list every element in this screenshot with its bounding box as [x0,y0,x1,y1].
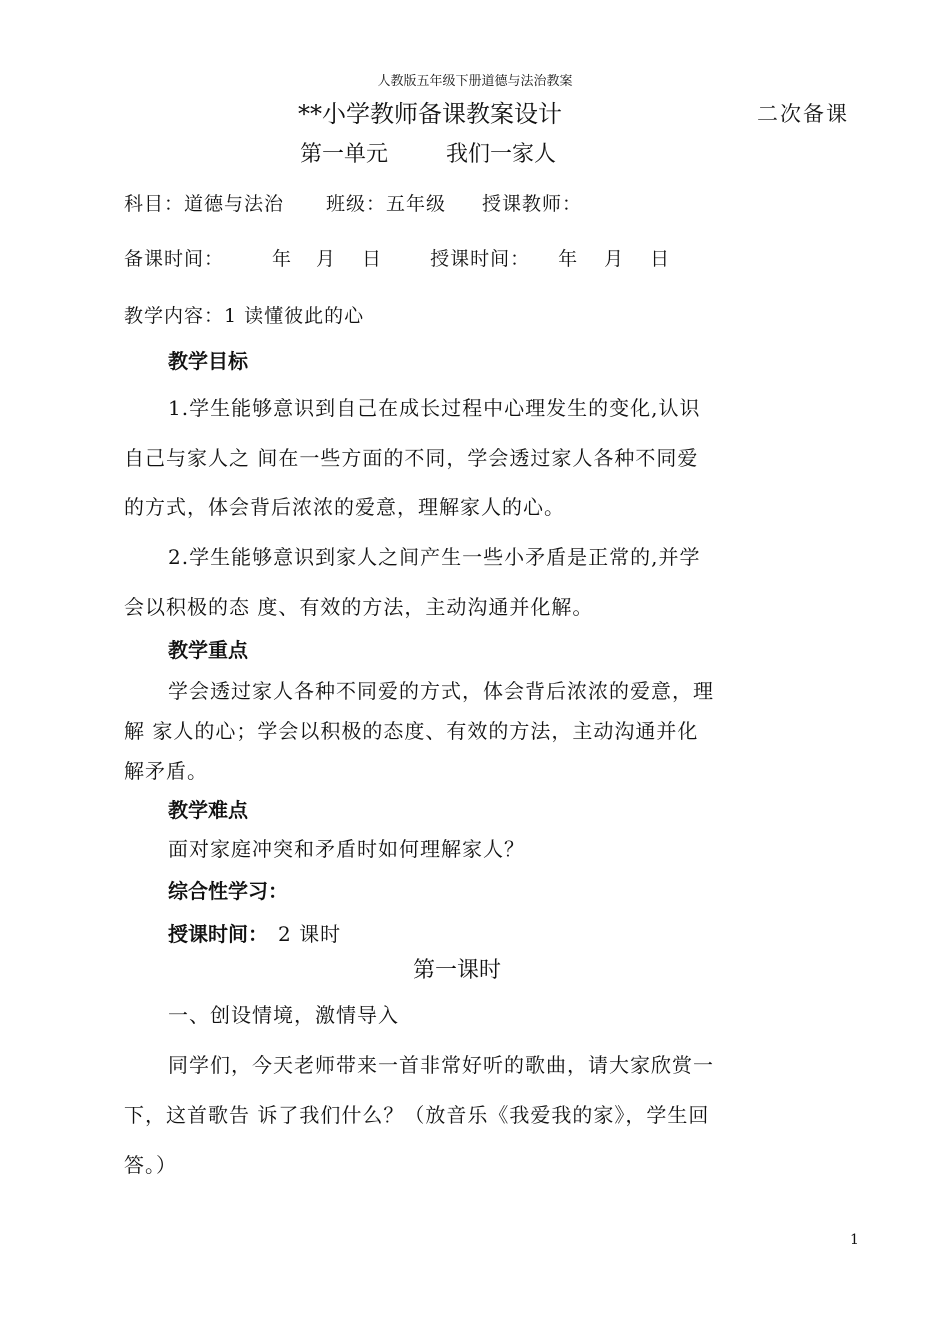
key-line1: 学会透过家人各种不同爱的方式，体会背后浓浓的爱意，理 [168,679,714,703]
key-line2: 解 家人的心；学会以积极的态度、有效的方法，主动沟通并化 [124,719,699,743]
unit-number: 第一单元 [300,142,389,167]
prep-time-label: 备课时间： [124,248,225,270]
key-heading: 教学重点 [168,638,248,662]
goal1-line2: 自己与家人之 间在一些方面的不同，学会透过家人各种不同爱 [124,446,699,470]
prep-day: 日 [362,248,383,270]
integrated-heading: 综合性学习： [168,879,288,903]
prep-year: 年 [272,248,293,270]
duration-line [168,918,341,947]
page-title: **小学教师备课教案设计 [298,100,562,128]
grade: 班级：五年级 [326,193,447,215]
goal2-line2: 会以积极的态 度、有效的方法，主动沟通并化解。 [124,595,594,619]
lesson-para-line3: 答。） [124,1153,177,1177]
goal2-line1: 2.学生能够意识到家人之间产生一些小矛盾是正常的,并学 [168,545,701,569]
goal1-line1: 1.学生能够意识到自己在成长过程中心理发生的变化,认识 [168,396,701,420]
meta-line-2 [124,244,670,271]
teach-day: 日 [650,248,671,270]
lesson-step1: 一、创设情境，激情导入 [168,1003,399,1027]
lesson-title: 第一课时 [412,958,501,983]
teacher: 授课教师： [482,193,583,215]
second-prep-label: 二次备课 [757,102,849,126]
teach-time-label: 授课时间： [430,248,531,270]
page-number: 1 [850,1232,859,1248]
goals-heading: 教学目标 [168,349,248,373]
duration-value: 2 课时 [278,922,342,946]
unit-name: 我们一家人 [446,142,557,167]
prep-month: 月 [316,248,337,270]
teaching-content: 教学内容：1 读懂彼此的心 [124,305,365,327]
difficulty-text: 面对家庭冲突和矛盾时如何理解家人？ [168,837,525,861]
key-line3: 解矛盾。 [124,759,208,783]
unit-title [300,137,556,168]
teach-month: 月 [604,248,625,270]
lesson-para-line2: 下，这首歌告 诉了我们什么？（放音乐《我爱我的家》，学生回 [124,1103,710,1127]
lesson-para-line1: 同学们，今天老师带来一首非常好听的歌曲，请大家欣赏一 [168,1053,714,1077]
teach-year: 年 [558,248,579,270]
subject: 科目：道德与法治 [124,193,285,215]
page-header: 人教版五年级下册道德与法治教案 [377,74,573,89]
goal1-line3: 的方式，体会背后浓浓的爱意，理解家人的心。 [124,495,565,519]
difficulty-heading: 教学难点 [168,798,248,822]
meta-line-1 [124,189,582,216]
duration-heading: 授课时间： [168,922,268,946]
